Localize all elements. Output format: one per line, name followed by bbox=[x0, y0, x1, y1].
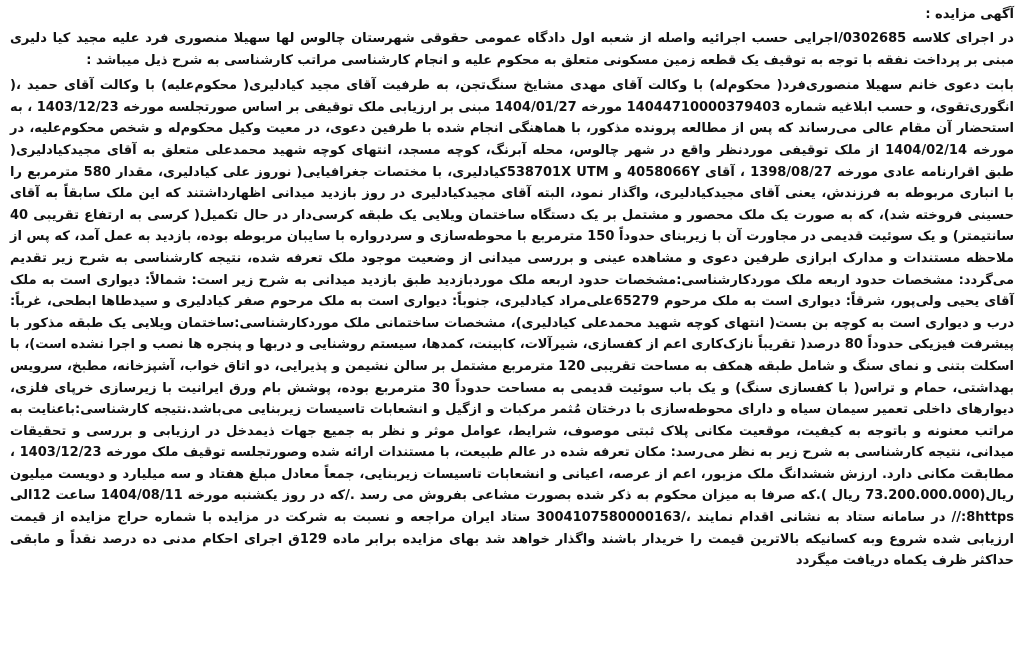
notice-heading: آگهی مزایده : bbox=[925, 7, 1014, 22]
notice-body-paragraph: بابت دعوی خانم سهیلا منصوری‌فرد( محکوم‌له) با وکالت آقای مهدی مشایخ سنگ‌تجن، به طرفیت آقای مجید کیادلیری( محکوم‌علیه) با وکالت آقای حمید ،( انگوری‌تقوی، و حسب ابلاغیه شماره 14044710000379403 مورخه 1404/01/27 مبنی بر ارزیابی ملک توقیفی بر اساس صورتجلسه مورخه 1403/12/23 ، به استحضار آن مقام عالی می‌رساند که پس از مطالعه پرونده مذکور، با هماهنگی انجام شده با طرفین دعوی، در معیت وکیل محکوم‌له و شخص محکوم‌علیه، در مورخه 1404/02/14 از ملک توقیفی موردنظر واقع در شهر چالوس، محله آبرنگ، کوچه مسجد، انتهای کوچه شهید محمدعلی متعلق به آقای مجیدکیادلیری( طبق اقرارنامه عادی مورخه 1398/08/27 ، آقای 4058066Y و 538701X UTMکیادلیری، با مختصات جغرافیایی( نوروز علی کیادلیری، مقدار 580 مترمربع را با انباری مربوطه به فرزندش، یعنی آقای مجیدکیادلیری، واگذار نمود، البته آقای مجیدکیادلیری در روز بازدید میدانی اظهارداشتند که این ملک سابقاً به آقای حسینی فروخته شد)، که به صورت یک ملک محصور و مشتمل بر یک دستگاه ساختمان ویلایی یک طبقه کرسی‌دار در حال تکمیل( کرسی به ارتفاع تقریبی 40 سانتیمتر) و یک سوئیت قدیمی در مجاورت آن با زیربنای حدوداً 150 مترمربع با محوطه‌سازی و سردرواره با سایبان مربوطه بوده، بازدید به عمل آمد، که پس از ملاحظه مستندات و مدارک ابرازی طرفین دعوی و مشاهده عینی و بررسی میدانی از وضعیت موجود ملک تعرفه شده، نتیجه کارشناسی به شرح زیر تقدیم می‌گردد: مشخصات حدود اربعه ملک موردکارشناسی:مشخصات حدود اربعه ملک موردبازدید طبق بازدید میدانی به شرح زیر است: شمالاً: دیواری است به ملک آقای یحیی ولی‌پور، شرقاً: دیواری است به ملک مرحوم 65279علی‌مراد کیادلیری، جنوباً: دیواری است به ملک مرحوم صفر کیادلیری و سیدطاها ابطحی، غرباً: درب و دیواری است به کوچه بن بست( انتهای کوچه شهید محمدعلی کیادلیری)، مشخصات ساختمانی ملک موردکارشناسی:ساختمان ویلایی یک طبقه مذکور با پیشرفت فیزیکی حدوداً 80 درصد( تقریباً نازک‌کاری اعم از کفسازی، شیرآلات، کابینت، کمدها، سیستم روشنایی و دربها و پنجره ها نصب و اجرا نشده است)، با اسکلت بتنی و نمای سنگ و شامل طبقه همکف به مساحت تقریبی 120 مترمربع مشتمل بر سالن نشیمن و پذیرایی، دو اتاق خواب، آشپزخانه، مطبخ، سرویس بهداشتی، حمام و تراس( با کفسازی سنگ) و یک باب سوئیت قدیمی به مساحت حدوداً 30 مترمربع بوده، پوشش بام ورق ایرانیت با زیرسازی خرپای فلزی، دیوارهای داخلی تعمیر سیمان سیاه و دارای محوطه‌سازی با درختان مُثمر مرکبات و ازگیل و انشعابات تاسیسات زیربنایی می‌باشد.نتیجه کارشناسی:باعنایت به مراتب معنونه و باتوجه به کیفیت، موقعیت مکانی پلاک ثبتی موصوف، شرایط، عوامل موثر و نظر به جمیع جهات ذیمدخل در ارزیابی و بررسی و تحقیقات میدانی، نتیجه کارشناسی به شرح زیر به نظر می‌رسد: مکان تعرفه شده در عالم طبیعت، با مستندات ارائه شده وصورتجلسه توقیف ملک مورخه 1403/12/23 ، مطابقت مکانی دارد. ارزش ششدانگ ملک مزبور، اعم از عرصه، اعیانی و انشعابات تاسیسات زیربنایی، جمعاً معادل مبلغ هفتاد و سه میلیارد و دویست میلیون ریال(73.200.000.000 ریال ).که صرفا به میزان محکوم به ذکر شده بصورت مشاعی بفروش می رسد ./که در روز یکشنبه مورخه 1404/08/11 ساعت 12الی 8https:// در سامانه ستاد به نشانی اقدام نمایند ،/3004107580000163 ستاد ایران مراجعه و نسبت به شرکت در مزایده با شماره حراج مزایده از قیمت ارزیابی شده شروع وبه کسانیکه بالاترین قیمت را خریدار باشند واگذار خواهد شد بهای مزایده برابر ماده 129ق اجرای احکام مدنی ده درصد نقداً و مابقی حداکثر ظرف یکماه دریافت میگردد bbox=[10, 78, 1015, 569]
notice-intro-paragraph: در اجرای کلاسه 0302685/اجرایی حسب اجرائیه واصله از شعبه اول دادگاه عمومی حقوقی شهرستان چالوس لها سهیلا منصوری فرد علیه مجید کیا دلیری مبنی بر پرداخت نفقه با توجه به توقیف یک قطعه زمین مسکونی متعلق به محکوم علیه و انجام کارشناسی مراتب کارشناسی به شرح ذیل میباشد : bbox=[10, 31, 1014, 68]
